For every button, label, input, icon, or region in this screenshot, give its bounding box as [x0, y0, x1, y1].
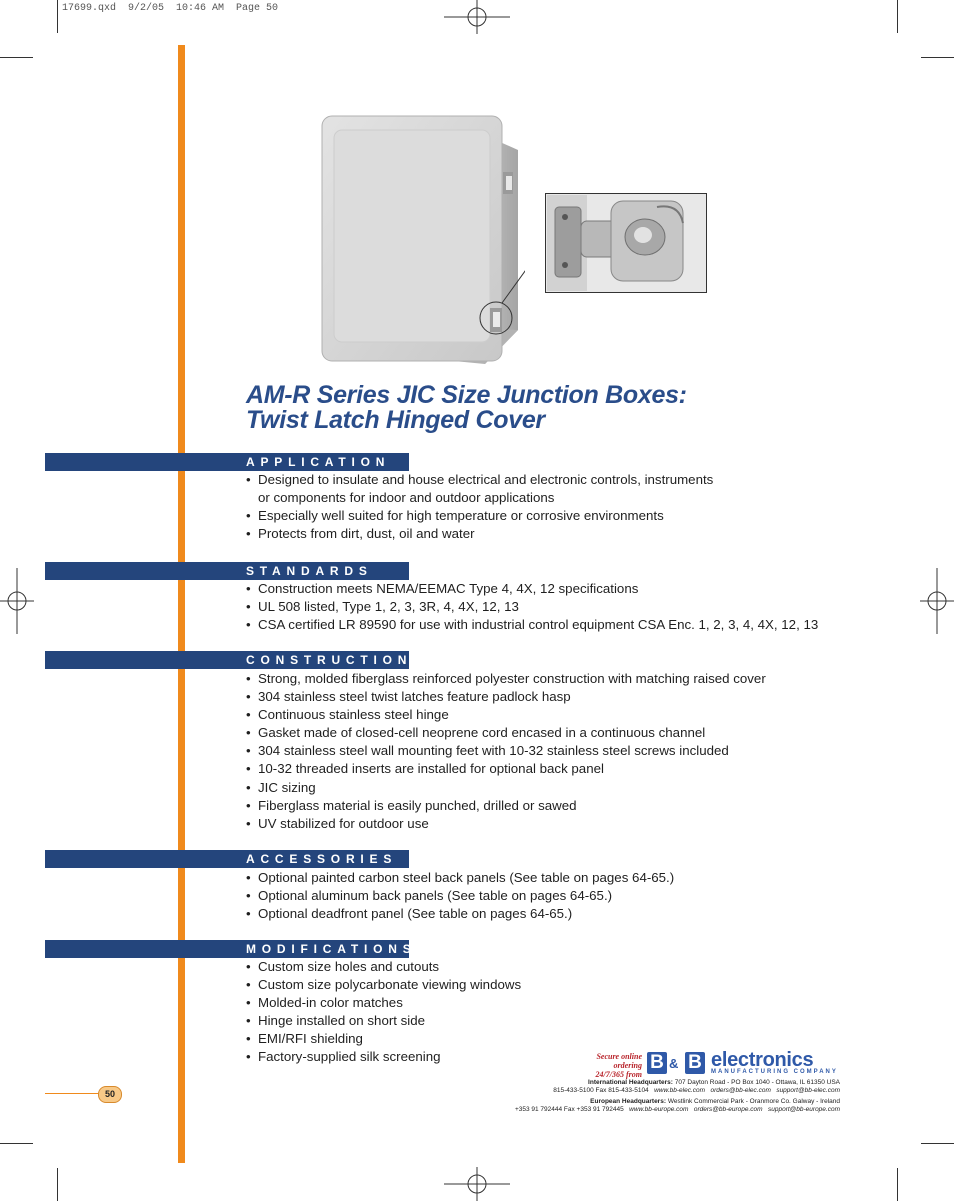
list-item: • Custom size holes and cutouts: [246, 958, 521, 976]
section-heading-construction: [45, 651, 413, 669]
eu-hq-label: European Headquarters:: [590, 1098, 666, 1105]
list-item-continuation: or components for indoor and outdoor applications: [258, 490, 555, 505]
crop-mark: [57, 0, 58, 33]
list-item: • 10-32 threaded inserts are installed for optional back panel: [246, 760, 766, 778]
logo-subtitle: MANUFACTURING COMPANY: [711, 1069, 838, 1075]
logo-letter-b: B: [685, 1052, 705, 1074]
application-list: [246, 471, 713, 489]
list-item: • EMI/RFI shielding: [246, 1030, 521, 1048]
eu-orders-email[interactable]: orders@bb-europe.com: [693, 1106, 763, 1113]
section-heading-standards: [45, 562, 409, 580]
page-number-rule: [45, 1093, 100, 1094]
section-heading-label: APPLICATION: [246, 455, 391, 469]
section-heading-label: CONSTRUCTION: [246, 653, 413, 667]
title-line-1: AM-R Series JIC Size Junction Boxes:: [246, 381, 687, 409]
secure-line: 24/7/365 from: [595, 1070, 642, 1079]
title-line-2: Twist Latch Hinged Cover: [246, 406, 545, 434]
list-item: • Optional painted carbon steel back panels (See table on pages 64-65.): [246, 869, 674, 887]
construction-list: [246, 670, 766, 833]
eu-hq-address: [590, 1098, 840, 1106]
standards-list: [246, 580, 818, 634]
list-item: • Especially well suited for high temperature or corrosive environments: [246, 507, 664, 525]
accent-bar: [178, 45, 185, 1163]
intl-support-email[interactable]: support@bb-elec.com: [776, 1087, 840, 1094]
junction-box-photo: [310, 112, 525, 374]
registration-mark-icon: [444, 1167, 510, 1201]
eu-phone: +353 91 792444 Fax +353 91 792445: [514, 1106, 624, 1113]
page-title: [246, 383, 687, 433]
twist-latch-photo: [545, 193, 707, 293]
list-item: • Strong, molded fiberglass reinforced polyester construction with matching raised cover: [246, 670, 766, 688]
intl-hq-contacts: [553, 1087, 840, 1095]
intl-phone: 815-433-5100 Fax 815-433-5104: [553, 1087, 649, 1094]
registration-mark-icon: [0, 568, 34, 634]
file-slug: 17699.qxd 9/2/05 10:46 AM Page 50: [62, 3, 279, 14]
list-item: • UV stabilized for outdoor use: [246, 815, 766, 833]
intl-orders-email[interactable]: orders@bb-elec.com: [710, 1087, 771, 1094]
list-item: • Gasket made of closed-cell neoprene cord encased in a continuous channel: [246, 724, 766, 742]
list-item: • Hinge installed on short side: [246, 1012, 521, 1030]
logo-letter-b: B: [647, 1052, 667, 1074]
crop-mark: [0, 57, 33, 58]
list-item: • Continuous stainless steel hinge: [246, 706, 766, 724]
crop-mark: [897, 1168, 898, 1201]
intl-hq-street: 707 Dayton Road - PO Box 1040 - Ottawa, IL 61350 USA: [674, 1079, 840, 1086]
intl-hq-address: [588, 1079, 840, 1087]
list-item: • Designed to insulate and house electrical and electronic controls, instruments: [246, 471, 713, 489]
list-item: • 304 stainless steel wall mounting feet with 10-32 stainless steel screws included: [246, 742, 766, 760]
registration-mark-icon: [444, 0, 510, 34]
logo-ampersand: &: [669, 1056, 679, 1071]
secure-ordering-note: [568, 1052, 642, 1079]
intl-web-link[interactable]: www.bb-elec.com: [654, 1087, 706, 1094]
logo-wordmark: electronics: [711, 1049, 814, 1071]
crop-mark: [0, 1143, 33, 1144]
list-item: • Custom size polycarbonate viewing windows: [246, 976, 521, 994]
eu-web-link[interactable]: www.bb-europe.com: [629, 1106, 689, 1113]
section-heading-application: [45, 453, 409, 471]
list-item: • Construction meets NEMA/EEMAC Type 4, 4X, 12 specifications: [246, 580, 818, 598]
section-heading-label: STANDARDS: [246, 564, 373, 578]
crop-mark: [897, 0, 898, 33]
secure-line: Secure online: [596, 1052, 642, 1061]
list-item: • UL 508 listed, Type 1, 2, 3, 3R, 4, 4X, 12, 13: [246, 598, 818, 616]
list-item: • Optional aluminum back panels (See table on pages 64-65.): [246, 887, 674, 905]
intl-hq-label: International Headquarters:: [588, 1079, 673, 1086]
list-item: • CSA certified LR 89590 for use with industrial control equipment CSA Enc. 1, 2, 3, 4, 4X, 12, 13: [246, 616, 818, 634]
secure-line: ordering: [613, 1061, 642, 1070]
section-heading-accessories: [45, 850, 409, 868]
section-heading-label: MODIFICATIONS: [246, 942, 417, 956]
eu-hq-contacts: [515, 1106, 840, 1114]
page-number: 50: [98, 1086, 122, 1103]
accessories-list: [246, 869, 674, 923]
list-item: • JIC sizing: [246, 779, 766, 797]
crop-mark: [921, 57, 954, 58]
eu-support-email[interactable]: support@bb-europe.com: [768, 1106, 840, 1113]
section-heading-label: ACCESSORIES: [246, 852, 398, 866]
crop-mark: [921, 1143, 954, 1144]
list-item: • Fiberglass material is easily punched, drilled or sawed: [246, 797, 766, 815]
crop-mark: [57, 1168, 58, 1201]
list-item: • 304 stainless steel twist latches feature padlock hasp: [246, 688, 766, 706]
eu-hq-street: Westlink Commercial Park - Oranmore Co. Galway - Ireland: [667, 1098, 840, 1105]
list-item: • Optional deadfront panel (See table on pages 64-65.): [246, 905, 674, 923]
section-heading-modifications: [45, 940, 417, 958]
registration-mark-icon: [920, 568, 954, 634]
list-item: • Factory-supplied silk screening: [246, 1048, 521, 1066]
list-item: • Molded-in color matches: [246, 994, 521, 1012]
application-list-continued: [246, 507, 664, 543]
modifications-list: [246, 958, 521, 1067]
list-item: • Protects from dirt, dust, oil and water: [246, 525, 664, 543]
